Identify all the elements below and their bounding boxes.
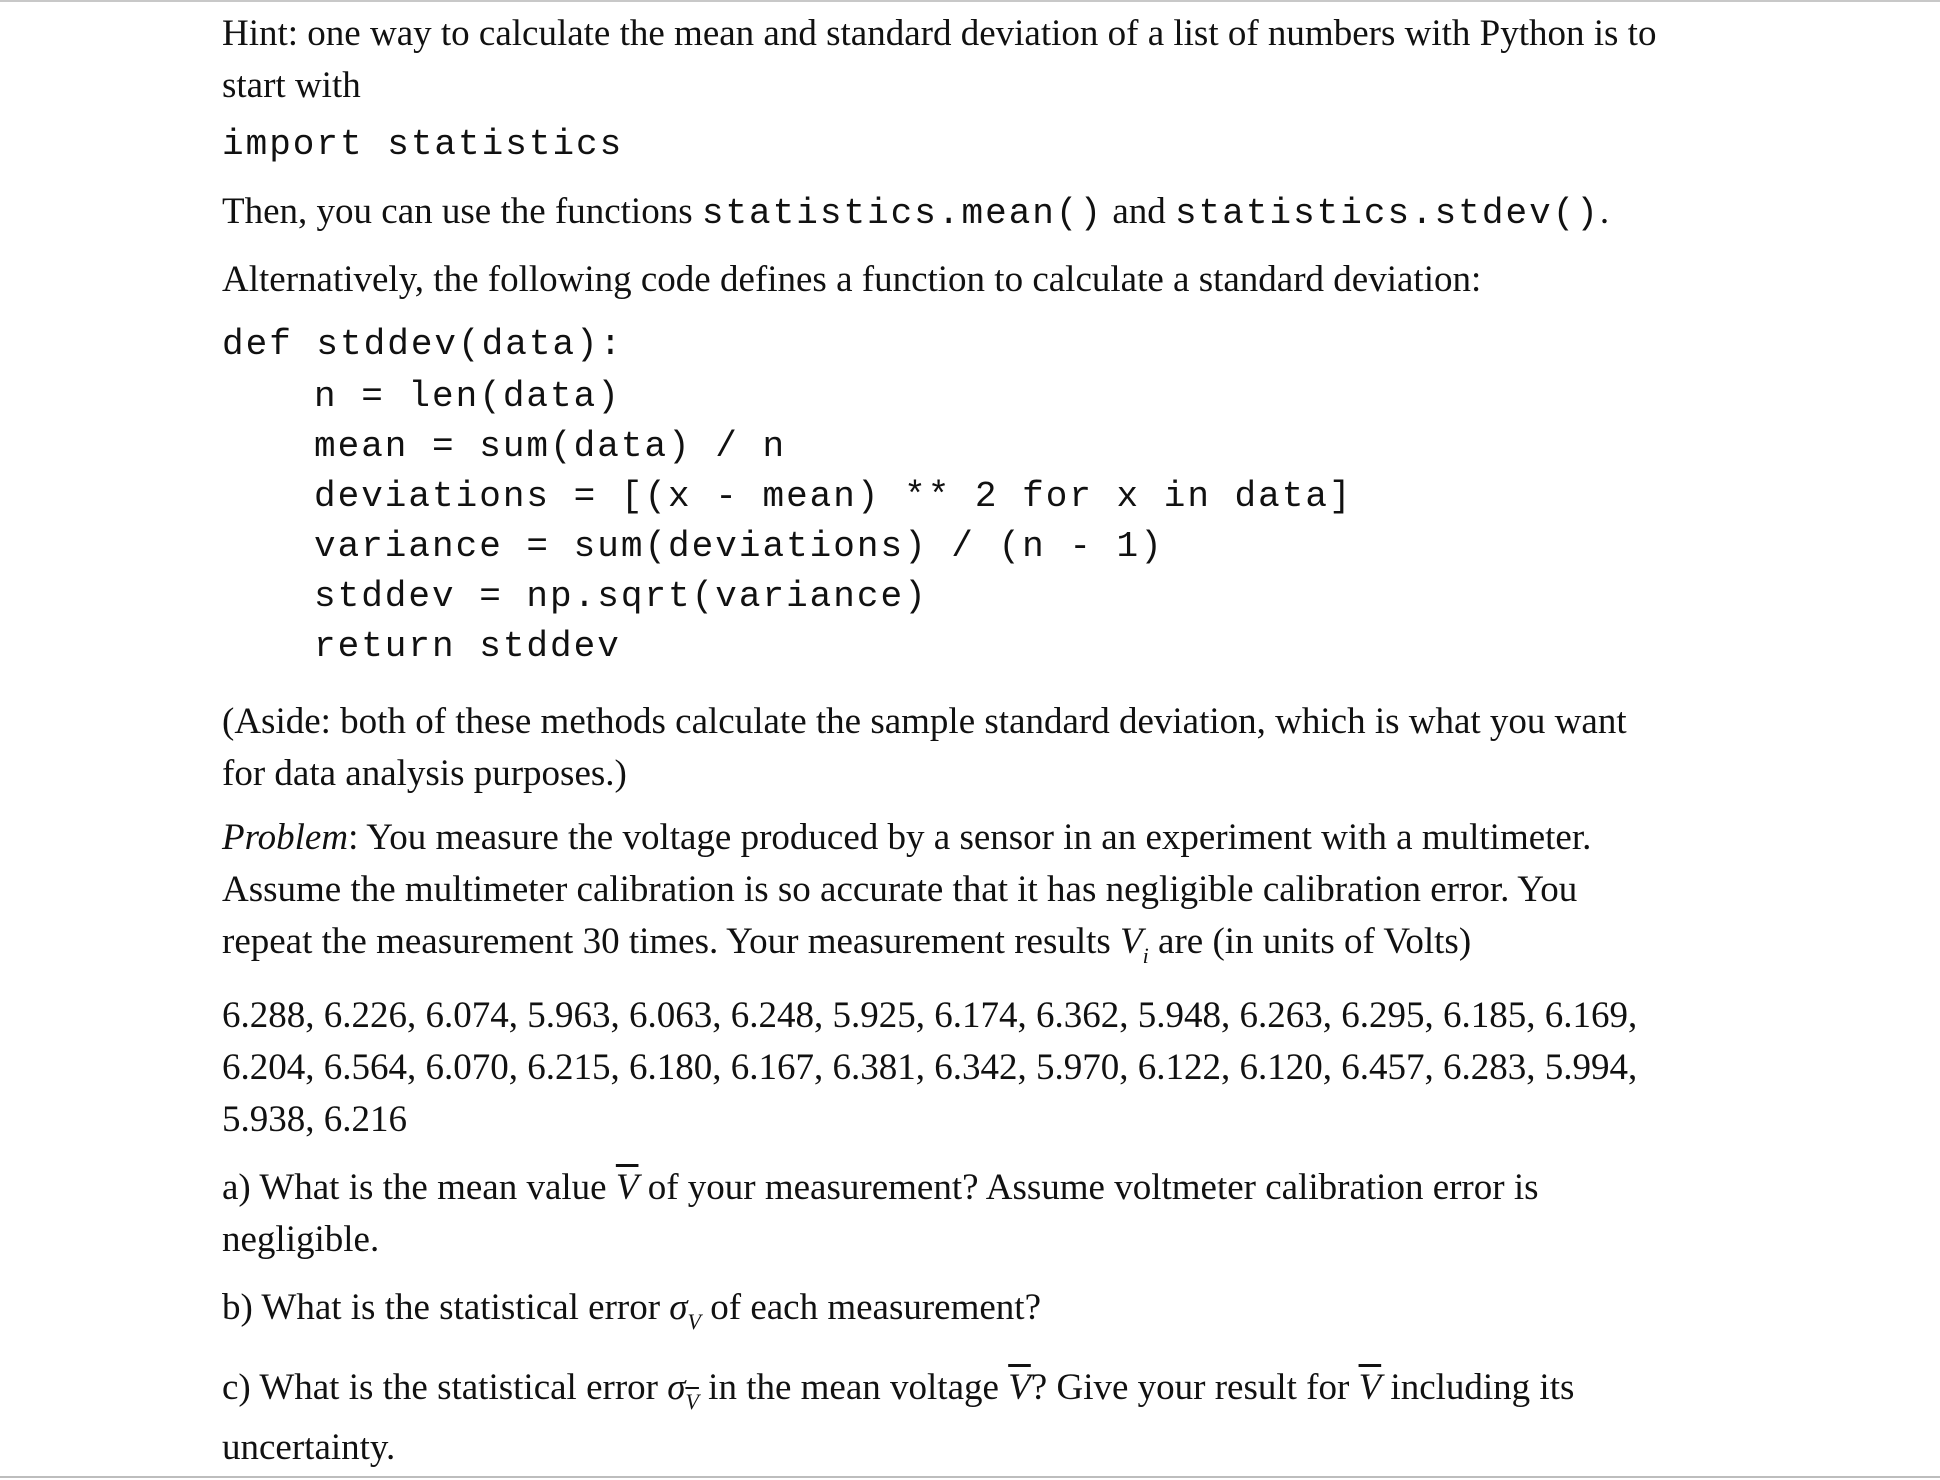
question-c-line-1 [222,1362,1574,1428]
functions-prefix: Then, you can use the functions [222,191,702,232]
code-def-line: def stddev(data): [222,324,624,365]
question-a-suffix: of your measurement? Assume voltmeter calibration error is [638,1167,1539,1208]
sigma-symbol: σ [669,1287,688,1328]
problem-label: Problem [222,817,349,858]
question-c-suffix: including its [1381,1367,1575,1408]
measurements-line-3: 5.938, 6.216 [222,1099,407,1140]
problem-line-3-prefix: repeat the measurement 30 times. Your measurement results [222,921,1121,962]
hint-line-2: start with [222,65,361,106]
problem-line-3-suffix: are (in units of Volts) [1148,921,1472,962]
sigma-mean-subscript: V [685,1389,699,1414]
import-statement: import statistics [222,124,624,165]
problem-line-1 [222,812,1591,864]
functions-sentence [222,186,1609,240]
question-c-middle-1: in the mean voltage [698,1367,1009,1408]
measurements-line-2: 6.204, 6.564, 6.070, 6.215, 6.180, 6.167, 6.381, 6.342, 5.970, 6.122, 6.120, 6.457, 6.283, 5.994, [222,1047,1638,1088]
top-divider [0,0,1940,2]
function-mean: statistics.mean() [701,193,1104,234]
question-b-suffix: of each measurement? [701,1287,1042,1328]
aside-line-1: (Aside: both of these methods calculate the sample standard deviation, which is what you want [222,701,1627,742]
alternative-sentence: Alternatively, the following code defines a function to calculate a standard deviation: [222,259,1482,300]
question-c-middle-2: ? Give your result for [1030,1367,1359,1408]
functions-middle: and [1103,191,1176,232]
functions-suffix: . [1599,191,1610,232]
mean-voltage-symbol-c2: $\overline{V}$ [1358,1367,1382,1408]
measurements-line-1: 6.288, 6.226, 6.074, 5.963, 6.063, 6.248, 5.925, 6.174, 6.362, 5.948, 6.263, 6.295, 6.185, 6.169, [222,995,1638,1036]
voltage-symbol-vi: V [1120,921,1143,962]
question-a-prefix: a) What is the mean value [222,1167,616,1208]
problem-line-3 [222,916,1471,982]
code-line-variance: variance = sum(deviations) / (n - 1) [314,526,1164,567]
sigma-mean-symbol: σ [667,1367,686,1408]
problem-line-1-rest: : You measure the voltage produced by a sensor in an experiment with a multimeter. [348,817,1592,858]
voltage-subscript-i: i [1142,943,1149,968]
code-line-return: return stddev [314,626,621,667]
function-stdev: statistics.stdev() [1175,193,1600,234]
code-line-n: n = len(data) [314,376,621,417]
mean-voltage-symbol-c1: $\overline{V}$ [1008,1367,1031,1408]
problem-line-2: Assume the multimeter calibration is so accurate that it has negligible calibration error. You [222,869,1578,910]
code-line-mean: mean = sum(data) / n [314,426,787,467]
sigma-subscript-v: V [687,1309,701,1334]
bottom-divider [0,1476,1940,1478]
aside-line-2: for data analysis purposes.) [222,753,627,794]
mean-voltage-symbol: $\overline{V}$ [615,1167,639,1208]
question-c-prefix: c) What is the statistical error [222,1367,668,1408]
hint-line-1: Hint: one way to calculate the mean and standard deviation of a list of numbers with Python is to [222,13,1657,54]
question-c-line-2: uncertainty. [222,1427,396,1468]
question-a-line-2: negligible. [222,1219,380,1260]
code-line-stddev: stddev = np.sqrt(variance) [314,576,928,617]
question-b-prefix: b) What is the statistical error [222,1287,670,1328]
question-b [222,1282,1041,1348]
question-a-line-1 [222,1162,1539,1214]
code-line-deviations: deviations = [(x - mean) ** 2 for x in data] [314,476,1353,517]
